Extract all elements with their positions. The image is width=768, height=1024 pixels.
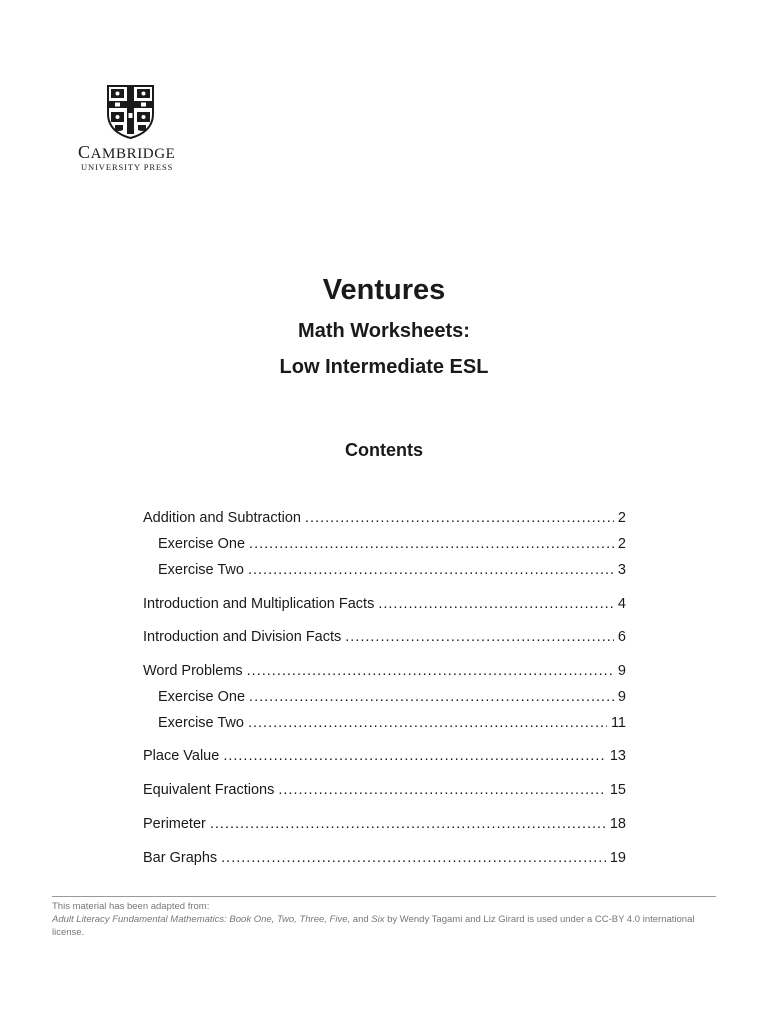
toc-entry[interactable] [143,746,626,766]
toc-entry-label: Introduction and Multiplication Facts [143,596,375,612]
toc-entry[interactable] [143,848,626,868]
toc-dot-leader [248,713,607,733]
footer-line1: This material has been adapted from: [52,901,210,912]
toc-entry-label: Word Problems [143,663,243,679]
toc-dot-leader [249,687,614,707]
toc-entry-page: 2 [617,510,626,526]
toc-entry-label: Exercise One [158,536,246,552]
toc-entry[interactable] [158,713,626,733]
toc-entry-page: 3 [617,562,626,578]
toc-dot-leader [210,814,606,834]
toc-entry-page: 2 [617,536,626,552]
toc-entry[interactable] [158,687,626,707]
toc-dot-leader [223,746,606,766]
toc-dot-leader [221,848,606,868]
toc-entry-label: Place Value [143,748,220,764]
toc-entry[interactable] [158,534,626,554]
toc-entry-label: Bar Graphs [143,850,218,866]
toc-entry[interactable] [143,627,626,647]
toc-entry-label: Exercise Two [158,562,244,578]
toc-entry-page: 9 [617,689,626,705]
toc-entry-page: 13 [609,748,626,764]
toc-dot-leader [248,560,614,580]
toc-entry[interactable] [143,594,626,614]
toc-entry-label: Exercise One [158,689,246,705]
toc-dot-leader [249,534,614,554]
toc-entry[interactable] [143,508,626,528]
toc-entry-page: 15 [609,782,626,798]
toc-entry-page: 11 [610,715,626,731]
toc-entry-label: Exercise Two [158,715,244,731]
footer-source-title: Adult Literacy Fundamental Mathematics: Book One, Two, Three, Five, [52,914,351,925]
footer-book-six: Six [371,914,385,925]
document-subtitle-line2: Low Intermediate ESL [279,356,489,378]
toc-entry[interactable] [143,814,626,834]
toc-entry-label: Addition and Subtraction [143,510,301,526]
toc-dot-leader [278,780,605,800]
footer-divider [52,896,716,897]
footer-license: by Wendy Tagami and Liz Girard is used under a CC-BY 4.0 international license. [52,914,695,938]
toc-entry-page: 18 [609,816,626,832]
toc-dot-leader [378,594,614,614]
table-of-contents [143,0,626,1024]
toc-dot-leader [305,508,614,528]
document-subtitle-line1: Math Worksheets: [298,320,470,342]
logo-subtitle: UNIVERSITY PRESS [81,162,174,172]
toc-entry[interactable] [143,780,626,800]
toc-dot-leader [345,627,614,647]
contents-heading: Contents [345,440,423,460]
logo-wordmark: CAMBRIDGE [78,142,176,162]
toc-entry-page: 6 [617,629,626,645]
toc-entry-page: 19 [609,850,626,866]
toc-entry-label: Equivalent Fractions [143,782,275,798]
toc-dot-leader [247,661,614,681]
footer-and: and [350,914,372,925]
document-title: Ventures [322,274,446,306]
toc-entry-page: 4 [617,596,626,612]
toc-entry-label: Introduction and Division Facts [143,629,342,645]
toc-entry-page: 9 [617,663,626,679]
footer-attribution [52,900,716,939]
footer-license-text [52,913,716,939]
toc-entry[interactable] [143,661,626,681]
toc-entry-label: Perimeter [143,816,206,832]
toc-entry[interactable] [158,560,626,580]
